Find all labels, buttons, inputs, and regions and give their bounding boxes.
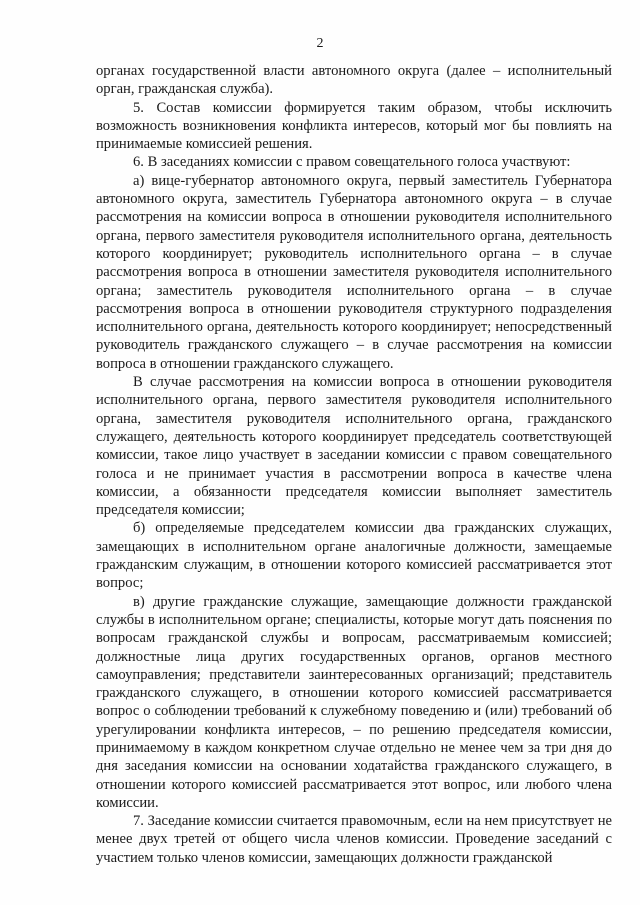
paragraph-subitem-a-note: В случае рассмотрения на комиссии вопроса в отношении руководителя исполнительного органа, первого заместителя руководителя исполнительного органа, заместителя руководителя исполнительного органа, гражданского служащего, деятельность которого координирует председатель соответствующей комиссии, такое лицо участвует в заседании комиссии с правом совещательного голоса и не принимает участия в рассмотрении вопроса в качестве члена комиссии, а обязанности председателя комиссии выполняет заместитель председателя комиссии;: [96, 374, 612, 519]
paragraph-continuation: органах государственной власти автономного округа (далее – исполнительный орган, гражданская служба).: [96, 63, 612, 98]
paragraph-subitem-a: а) вице-губернатор автономного округа, первый заместитель Губернатора автономного округа, заместитель Губернатора автономного округа – в случае рассмотрения на комиссии вопроса в отношении руководителя исполнительного органа, первого заместителя руководителя исполнительного органа, деятельность которого координирует; руководитель исполнительного органа – в случае рассмотрения вопроса в отношении заместителя руководителя исполнительного органа; заместитель руководителя исполнительного органа – в случае рассмотрения вопроса в отношении руководителя структурного подразделения исполнительного органа, деятельность которого координирует; непосредственный руководитель гражданского служащего – в случае рассмотрения на комиссии вопроса в отношении гражданского служащего.: [96, 172, 612, 372]
paragraph-item-5: 5. Состав комиссии формируется таким образом, чтобы исключить возможность возникновения конфликта интересов, который мог бы повлиять на принимаемые комиссией решения.: [96, 99, 612, 153]
page-number: 2: [316, 36, 324, 51]
paragraph-subitem-v: в) другие гражданские служащие, замещающие должности гражданской службы в исполнительном органе; специалисты, которые могут дать пояснения по вопросам гражданской службы и вопросам, рассматриваемым комиссией; должностные лица других государственных органов, органов местного самоуправления; представители заинтересованных организаций; представитель гражданского служащего, в отношении которого комиссией рассматривается вопрос о соблюдении требований к служебному поведению и (или) требований об урегулировании конфликта интересов, – по решению председателя комиссии, принимаемому в каждом конкретном случае отдельно не менее чем за три дня до дня заседания комиссии на основании ходатайства гражданского служащего, в отношении которого комиссией рассматривается этот вопрос, или любого члена комиссии.: [96, 593, 612, 811]
paragraph-subitem-b: б) определяемые председателем комиссии два гражданских служащих, замещающих в исполнительном органе аналогичные должности, замещаемые гражданским служащим, в отношении которого комиссией рассматривается этот вопрос;: [96, 520, 612, 592]
document-body: [96, 62, 612, 867]
paragraph-item-6: 6. В заседаниях комиссии с правом совещательного голоса участвуют:: [133, 154, 571, 171]
paragraph-item-7: 7. Заседание комиссии считается правомочным, если на нем присутствует не менее двух третей от общего числа членов комиссии. Проведение заседаний с участием только членов комиссии, замещающих должности гражданской: [96, 813, 612, 866]
